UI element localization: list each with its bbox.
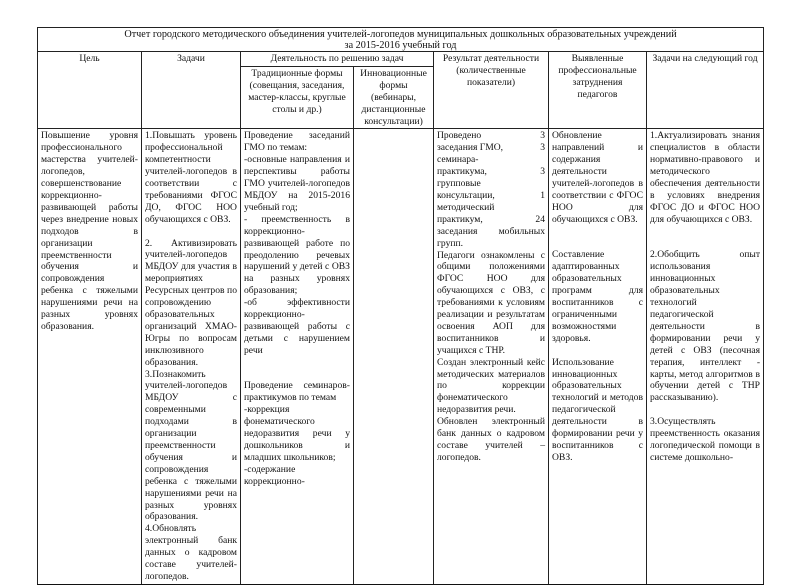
header-row — [38, 52, 764, 67]
cell-tasks — [142, 129, 241, 584]
result-line — [437, 190, 545, 202]
result-line — [437, 202, 545, 214]
result-paragraph: Создан электронный кейс методических материалов по коррекции фонематического недоразвития речи. — [437, 356, 545, 416]
result-number: 3 — [540, 142, 545, 154]
result-line — [437, 130, 545, 142]
traditional-item: Проведение семинаров-практикумов по темам — [244, 380, 350, 404]
cell-next-tasks — [647, 129, 764, 584]
result-text: Проведено — [437, 130, 482, 142]
result-text: групповые — [437, 178, 481, 190]
result-number: 3 — [540, 130, 545, 142]
report-table — [37, 27, 764, 585]
traditional-item: - преемственность в коррекционно-развивающей работе по преодолению речевых нарушений у детей с ОВЗ на разных уровнях образования; — [244, 213, 350, 297]
cell-result — [434, 129, 549, 584]
header-innovative-forms: Инновационные формы (вебинары, дистанционные консультации) — [354, 66, 434, 129]
report-title-line2: за 2015-2016 учебный год — [344, 40, 457, 51]
difficulty-item: Обновление направлений и содержания деятельности учителей-логопедов в соответствии с ФГОС НОО для обучающихся с ОВЗ. — [552, 130, 643, 225]
task-item: 1.Повышать уровень профессиональной компетентности учителей-логопедов в соответствии с требованиями ФГОС ДО, ФГОС НОО обучающихся с ОВЗ. — [145, 130, 237, 225]
next-task-item: 2.Обобщить опыт использования инновационных образовательных технологий педагогической деятельности в формировании речи у детей с ОВЗ (песочная терапия, интеллект - карты, метод алгоритмов в обучении детей с ТНР рассказыванию). — [650, 249, 761, 404]
difficulty-item: Составление адаптированных образовательных программ для воспитанников с ограниченными возможностями здоровья. — [552, 249, 643, 344]
cell-difficulties — [549, 129, 647, 584]
result-text: практикум, — [437, 213, 483, 225]
report-page — [37, 27, 763, 585]
task-item: 2. Активизировать учителей-логопедов МБДОУ для участия в мероприятиях Ресурсных центров по сопровождению образовательных организаций ХМАО-Югры по вопросам инклюзивного образования. — [145, 237, 237, 368]
next-task-item: 1.Актуализировать знания специалистов в области нормативно-правового и методического обеспечения деятельности в условиях внедрения ФГОС ДО и ФГОС НОО для обучающихся с ОВЗ. — [650, 130, 761, 225]
result-line — [437, 154, 545, 166]
result-tail: заседания мобильных групп. — [437, 225, 545, 249]
result-paragraph: Педагоги ознакомлены с общими положениями ФГОС НОО для обучающихся с ОВЗ, с требованиями к условиям реализации и результатам освоения АОП для воспитанников и учащихся с ТНР. — [437, 249, 545, 356]
result-line — [437, 142, 545, 154]
result-text: семинара- — [437, 154, 479, 166]
result-number: 3 — [540, 166, 545, 178]
traditional-item: Проведение заседаний ГМО по темам: — [244, 130, 350, 154]
result-line — [437, 214, 545, 226]
traditional-item: -об эффективности коррекционно-развивающей работы с детьми с нарушением речи — [244, 297, 350, 356]
result-text: практикума, — [437, 166, 487, 178]
result-line — [437, 166, 545, 178]
difficulty-item: Использование инновационных образовательных технологий и методов педагогической деятельности в формировании речи у воспитанников с ОВЗ. — [552, 356, 643, 463]
result-number: 1 — [540, 189, 545, 201]
header-tasks: Задачи — [142, 52, 241, 129]
header-difficulties: Выявленные профессиональные затруднения педагогов — [549, 52, 647, 129]
cell-goal: Повышение уровня профессионального мастерства учителей-логопедов, совершенствование коррекционно-развивающей работы через внедрение новых подходов в организации преемственности обучения и сопровождения ребенка с тяжелыми нарушениями речи на разных уровнях образования. — [38, 129, 142, 584]
traditional-item: -основные направления и перспективы работы ГМО учителей-логопедов МБДОУ на 2015-2016 учебный год; — [244, 154, 350, 213]
header-result: Результат деятельности (количественные показатели) — [434, 52, 549, 129]
traditional-item: -содержание коррекционно- — [244, 463, 305, 487]
cell-traditional-forms — [241, 129, 354, 584]
cell-innovative-forms — [354, 129, 434, 584]
result-number: 24 — [535, 213, 545, 225]
next-task-item: 3.Осуществлять преемственность оказания логопедической помощи в системе дошкольно- — [650, 416, 761, 463]
header-next-tasks: Задачи на следующий год — [647, 52, 764, 129]
report-title — [38, 28, 764, 52]
result-line — [437, 178, 545, 190]
result-text: консультации, — [437, 189, 495, 201]
result-paragraph: Обновлен электронный банк данных о кадровом составе учителей – логопедов. — [437, 416, 545, 463]
result-text: методический — [437, 201, 495, 213]
title-row — [38, 28, 764, 52]
traditional-item: -коррекция фонематического недоразвития речи у дошкольников и младших школьников; — [244, 404, 350, 463]
header-traditional-forms: Традиционные формы (совещания, заседания, мастер-классы, круглые столы и др.) — [241, 66, 354, 129]
header-activity: Деятельность по решению задач — [241, 52, 434, 67]
header-goal: Цель — [38, 52, 142, 129]
table-row — [38, 129, 764, 584]
task-item: 4.Обновлять электронный банк данных о кадровом составе учителей-логопедов. — [145, 523, 237, 582]
result-text: заседания ГМО, — [437, 142, 504, 154]
report-title-line1: Отчет городского методического объединения учителей-логопедов муниципальных дошкольных образовательных учреждений — [124, 29, 677, 40]
task-item: 3.Познакомить учителей-логопедов МБДОУ с современными подходами в организации преемственности обучения и сопровождения ребенка с тяжелыми нарушениями речи на разных уровнях образования. — [145, 368, 237, 523]
